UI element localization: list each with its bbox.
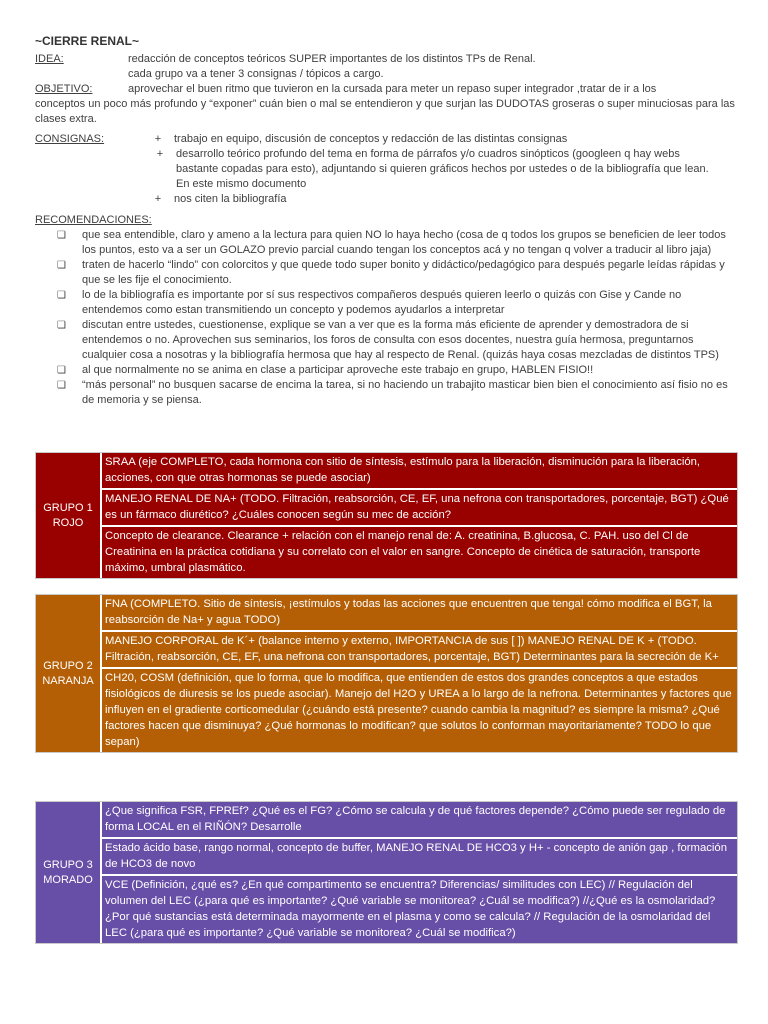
recomendacion-item <box>57 228 735 258</box>
consigna-item <box>148 132 735 147</box>
plus-icon: + <box>154 193 162 205</box>
recomendacion-text: discutan entre ustedes, cuestionense, explique se van a ver que es la forma más eficiente de aprender y demostradora de si entendemos o no. Aprovechen sus seminarios, los foros de consulta con esos docentes, nuestra guía hermosa, preguntarnos cualquier cosa a nosotras y la bibliografía hermosa que hay al respecto de Renal. (quizás haya cosas mezcladas de distintos TPS) <box>82 319 719 361</box>
recomendacion-item <box>57 288 735 318</box>
plus-icon: + <box>154 133 162 145</box>
recomendacion-text: que sea entendible, claro y ameno a la lectura para quien NO lo haya hecho (cosa de q todos los grupos se beneficien de leer todos los puntos, esto va a ser un GOLAZO previo parcial cuando tengan los conceptos acá y no tengan q volver a traducir al libro jaja) <box>82 229 726 256</box>
recomendacion-text: traten de hacerlo “lindo” con colorcitos y que quede todo super bonito y didáctico/pedagógico para después pegarle leídas rápidas y que se les fije el conocimiento. <box>82 259 725 286</box>
recomendaciones-label: RECOMENDACIONES: <box>35 214 152 226</box>
topic-cell: ¿Que significa FSR, FPREf? ¿Qué es el FG? ¿Cómo se calcula y de qué factores depende? ¿Cómo puede ser regulado de forma LOCAL en el RIÑÓN? Desarrolle <box>100 802 737 839</box>
recomendacion-text: al que normalmente no se anima en clase a participar aproveche este trabajo en grupo, HABLEN FISIO!! <box>82 364 594 376</box>
grupo-1-table <box>35 452 738 579</box>
grupo-topics <box>100 595 737 752</box>
recomendaciones-list <box>35 228 735 408</box>
consigna-text: desarrollo teórico profundo del tema en forma de párrafos y/o cuadros sinópticos (googleen q hay webs bastante copadas para esto), adjuntando si quieren gráficos hechos por ustedes o de la bibliografía que lean. En este mismo documento <box>176 148 709 190</box>
objetivo-first-line: aprovechar el buen ritmo que tuvieron en la cursada para meter un repaso super integrador ,tratar de ir a los <box>128 83 657 95</box>
plus-icon: + <box>156 148 164 160</box>
topic-cell: VCE (Definición, ¿qué es? ¿En qué compartimento se encuentra? Diferencias/ similitudes con LEC) // Regulación del volumen del LEC (¿para qué es importante? ¿Qué variable se monitorea? ¿Cuál se modifica?) //¿Qué es la osmolaridad? ¿Por qué sustancias está determinada mayormente en el plasma y como se calcula? // Regulación de la osmolaridad del LEC (¿para qué es importante? ¿Qué variable se monitorea? ¿Cuál se modifica?) <box>100 876 737 943</box>
idea-line: cada grupo va a tener 3 consignas / tópicos a cargo. <box>128 68 384 80</box>
checkbox-bullet-icon: ❏ <box>57 290 66 301</box>
idea-text <box>128 52 536 82</box>
grupo-2-table <box>35 594 738 753</box>
objetivo-row <box>35 82 735 97</box>
grupo-3-table <box>35 801 738 944</box>
consigna-text: trabajo en equipo, discusión de conceptos y redacción de las distintas consignas <box>174 133 568 145</box>
topic-cell: SRAA (eje COMPLETO, cada hormona con sitio de síntesis, estímulo para la liberación, disminución para la liberación, acciones, con que otras hormonas se puede asociar) <box>100 453 737 490</box>
document-body <box>35 34 735 408</box>
topic-cell: Estado ácido base, rango normal, concepto de buffer, MANEJO RENAL DE HCO3 y H+ - concepto de anión gap , formación de HCO3 de novo <box>100 839 737 876</box>
checkbox-bullet-icon: ❏ <box>57 380 66 391</box>
checkbox-bullet-icon: ❏ <box>57 230 66 241</box>
topic-cell: CH20, COSM (definición, que lo forma, que lo modifica, que entienden de estos dos grandes conceptos a que estados fisiológicos de diuresis se los puede asociar). Manejo del H2O y UREA a lo largo de la nefrona. Determinantes y factores que influyen en el gradiente corticomedular (¿cuándo está presente? cuando cambia la magnitud? es siempre la misma? ¿Qué factores hacen que disminuya? ¿Qué hormonas lo modifican? que solutos lo conforman mayoritariamente? TODO lo que sepan) <box>100 669 737 752</box>
consignas-list <box>148 132 735 207</box>
grupo-name: GRUPO 1 ROJO <box>43 501 93 529</box>
consignas-row <box>35 132 735 207</box>
idea-line: redacción de conceptos teóricos SUPER importantes de los distintos TPs de Renal. <box>128 53 536 65</box>
checkbox-bullet-icon: ❏ <box>57 365 66 376</box>
grupo-name: GRUPO 2 NARANJA <box>42 659 94 687</box>
document-title: ~CIERRE RENAL~ <box>35 34 140 48</box>
idea-row <box>35 52 735 82</box>
recomendacion-item <box>57 363 735 378</box>
recomendacion-text: lo de la bibliografía es importante por sí sus respectivos compañeros después quieren leerlo o quizás con Gise y Cande no entendemos como estan transmitiendo un concepto y podemos ayudarlos a interpretar <box>82 289 682 316</box>
consigna-item <box>148 147 735 192</box>
recomendacion-item <box>57 378 735 408</box>
idea-label: IDEA: <box>35 53 64 65</box>
grupo-topics <box>100 453 737 578</box>
grupo-name: GRUPO 3 MORADO <box>43 858 93 886</box>
topic-cell: FNA (COMPLETO. Sitio de síntesis, ¡estímulos y todas las acciones que encuentren que tenga! cómo modifica el BGT, la reabsorción de Na+ y agua TODO) <box>100 595 737 632</box>
consigna-text: nos citen la bibliografía <box>174 193 287 205</box>
grupo-topics <box>100 802 737 943</box>
recomendacion-item <box>57 318 735 363</box>
consignas-label: CONSIGNAS: <box>35 133 105 145</box>
recomendacion-text: “más personal” no busquen sacarse de encima la tarea, si no haciendo un trabajito masticar bien bien el conocimiento así fisio no es de memoria y se piensa. <box>82 379 728 406</box>
checkbox-bullet-icon: ❏ <box>57 320 66 331</box>
recomendacion-item <box>57 258 735 288</box>
objetivo-text: conceptos un poco más profundo y “exponer” cuán bien o mal se entendieron y que surjan las DUDOTAS groseras o super minuciosas para las clases extra. <box>35 98 735 125</box>
checkbox-bullet-icon: ❏ <box>57 260 66 271</box>
consigna-item <box>148 192 735 207</box>
topic-cell: MANEJO CORPORAL de K´+ (balance interno y externo, IMPORTANCIA de sus [ ]) MANEJO RENAL DE K + (TODO. Filtración, reabsorción, CE, EF, una nefrona con transportadores, porcentaje, BGT) Determinantes para la secreción de K+ <box>100 632 737 669</box>
topic-cell: Concepto de clearance. Clearance + relación con el manejo renal de: A. creatinina, B.glucosa, C. PAH. uso del Cl de Creatinina en la práctica cotidiana y su correlato con el valor en sangre. Concepto de cinética de saturación, transporte máximo, umbral plasmático. <box>100 527 737 578</box>
topic-cell: MANEJO RENAL DE NA+ (TODO. Filtración, reabsorción, CE, EF, una nefrona con transportadores, porcentaje, BGT) ¿Qué es un fármaco diurético? ¿Cuáles conocen según su mec de acción? <box>100 490 737 527</box>
objetivo-label: OBJETIVO: <box>35 83 93 95</box>
